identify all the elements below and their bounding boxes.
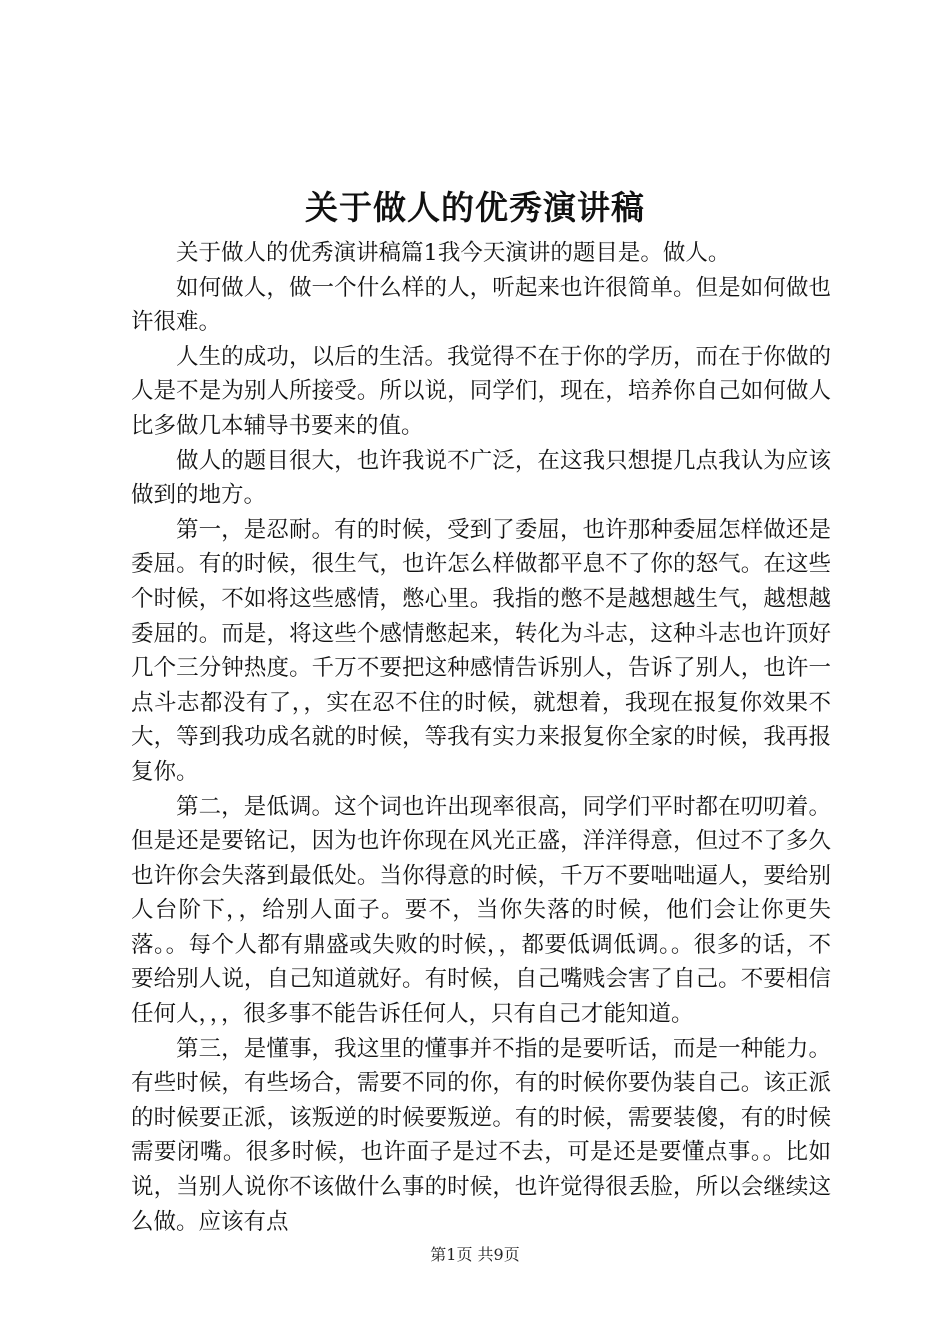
paragraph-topic: 做人的题目很大，也许我说不广泛，在这我只想提几点我认为应该做到的地方。 xyxy=(131,447,831,509)
paragraph-third-sensible: 第三，是懂事，我这里的懂事并不指的是要听话，而是一种能力。有些时候，有些场合，需要不同的你，有的时候你要伪装自己。该正派的时候要正派，该叛逆的时候要叛逆。有的时候，需要装傻，有的时候需要闭嘴。很多时候，也许面子是过不去，可是还是要懂点事。。比如说，当别人说你不该做什么事的时候，也许觉得很丢脸，所以会继续这么做。应该有点 xyxy=(131,1035,831,1235)
paragraph-success: 人生的成功，以后的生活。我觉得不在于你的学历，而在于你做的人是不是为别人所接受。所以说，同学们，现在，培养你自己如何做人比多做几本辅导书要来的值。 xyxy=(131,343,831,439)
paragraph-second-lowkey: 第二，是低调。这个词也许出现率很高，同学们平时都在叨叨着。但是还是要铭记，因为也许你现在风光正盛，洋洋得意，但过不了多久也许你会失落到最低处。当你得意的时候，千万不要咄咄逼人，要给别人台阶下，，给别人面子。要不，当你失落的时候，他们会让你更失落。。每个人都有鼎盛或失败的时候，，都要低调低调。。很多的话，不要给别人说，自己知道就好。有时候，自己嘴贱会害了自己。不要相信任何人，，，很多事不能告诉任何人，只有自己才能知道。 xyxy=(131,793,831,1028)
page-number-footer: 第1页 共9页 xyxy=(430,1245,520,1264)
paragraph-how-to-be: 如何做人，做一个什么样的人，听起来也许很简单。但是如何做也许很难。 xyxy=(131,274,831,336)
document-title: 关于做人的优秀演讲稿 xyxy=(305,188,645,227)
paragraph-first-patience: 第一，是忍耐。有的时候，受到了委屈，也许那种委屈怎样做还是委屈。有的时候，很生气，也许怎么样做都平息不了你的怒气。在这些个时候，不如将这些感情，憋心里。我指的憋不是越想越生气，越想越委屈的。而是，将这些个感情憋起来，转化为斗志，这种斗志也许顶好几个三分钟热度。千万不要把这种感情告诉别人，告诉了别人，也许一点斗志都没有了，，实在忍不住的时候，就想着，我现在报复你效果不大，等到我功成名就的时候，等我有实力来报复你全家的时候，我再报复你。 xyxy=(131,516,831,785)
paragraph-intro: 关于做人的优秀演讲稿篇1我今天演讲的题目是。做人。 xyxy=(176,240,731,266)
document-body xyxy=(131,236,831,1239)
